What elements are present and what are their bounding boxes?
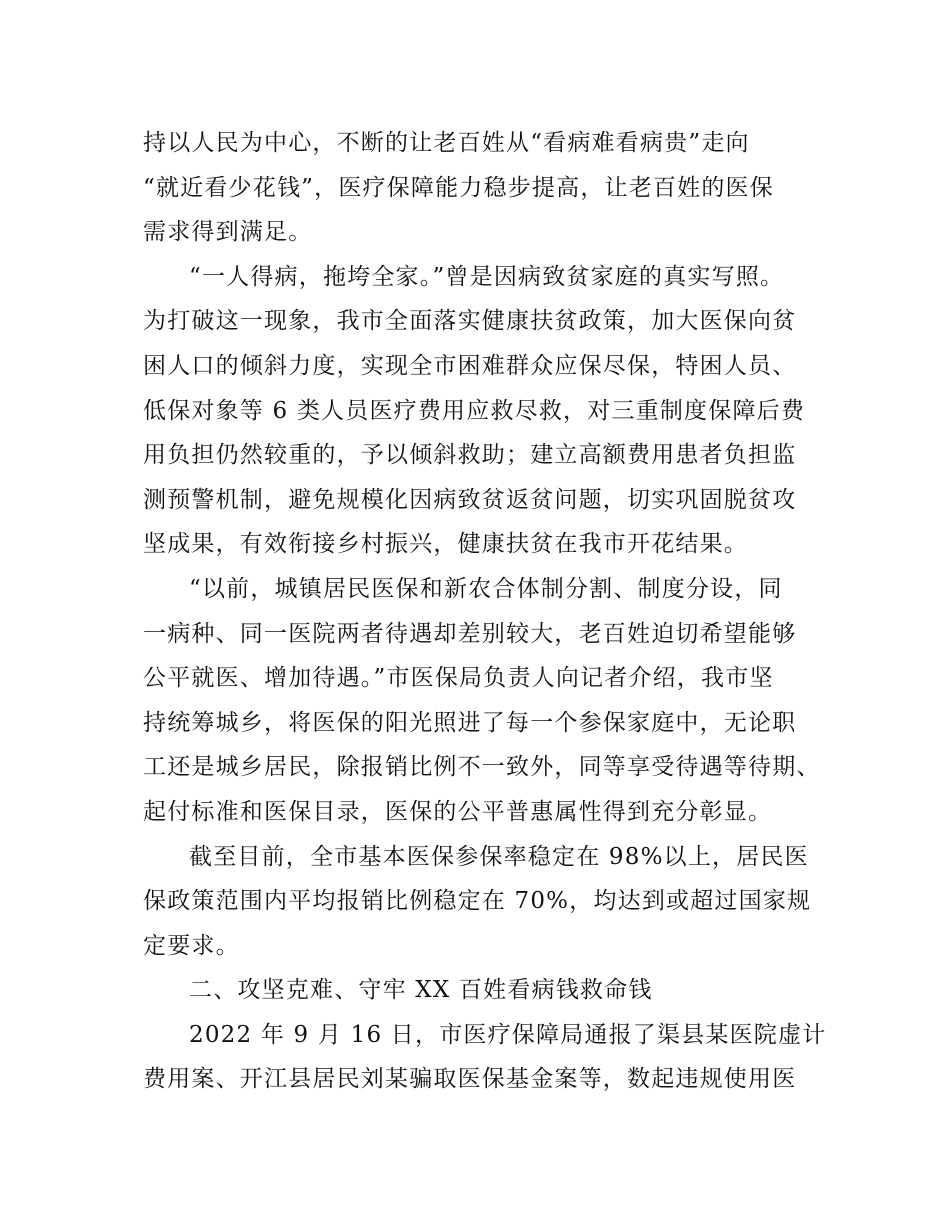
text-line: 工还是城乡居民，除报销比例不一致外，同等享受待遇等待期、 xyxy=(143,754,821,781)
paragraph-4 xyxy=(143,835,818,969)
heading-text: 二、攻坚克难、守牢 XX 百姓看病钱救命钱 xyxy=(189,977,653,1004)
text-line: 公平就医、增加待遇。”市医保局负责人向记者介绍，我市坚 xyxy=(143,665,774,692)
paragraph-2 xyxy=(143,255,818,567)
text-line: 测预警机制，避免规模化因病致贫返贫问题，切实巩固脱贫攻 xyxy=(143,486,797,513)
document-body xyxy=(143,121,827,1102)
text-line: 持以人民为中心，不断的让老百姓从“看病难看病贵”走向 xyxy=(143,130,750,156)
paragraph-1 xyxy=(143,121,818,255)
text-line: 2022 年 9 月 16 日，市医疗保障局通报了渠县某医院虚计 xyxy=(189,1021,827,1048)
text-line: 坚成果，有效衔接乡村振兴，健康扶贫在我市开花结果。 xyxy=(143,531,748,558)
text-line: 持统筹城乡，将医保的阳光照进了每一个参保家庭中，无论职 xyxy=(143,709,797,736)
text-line: “以前，城镇居民医保和新农合体制分割、制度分设，同 xyxy=(189,575,783,602)
text-line: “一人得病，拖垮全家。”曾是因病致贫家庭的真实写照。 xyxy=(189,263,785,290)
text-line: 定要求。 xyxy=(143,932,240,959)
paragraph-6 xyxy=(143,1013,827,1102)
text-line: 用负担仍然较重的，予以倾斜救助；建立高额费用患者负担监 xyxy=(143,442,797,469)
text-line: 截至目前，全市基本医保参保率稳定在 98%以上，居民医 xyxy=(189,843,809,870)
paragraph-3 xyxy=(143,567,821,835)
text-line: 需求得到满足。 xyxy=(143,219,313,246)
text-line: “就近看少花钱”，医疗保障能力稳步提高，让老百姓的医保 xyxy=(143,174,774,201)
text-line: 一病种、同一医院两者待遇却差别较大，老百姓迫切希望能够 xyxy=(143,620,797,647)
section-heading xyxy=(143,968,818,1013)
text-line: 为打破这一现象，我市全面落实健康扶贫政策，加大医保向贫 xyxy=(143,308,797,335)
text-line: 起付标准和医保目录，医保的公平普惠属性得到充分彰显。 xyxy=(143,798,773,825)
text-line: 保政策范围内平均报销比例稳定在 70%，均达到或超过国家规 xyxy=(143,888,812,915)
text-line: 困人口的倾斜力度，实现全市困难群众应保尽保，特困人员、 xyxy=(143,352,797,379)
text-line: 低保对象等 6 类人员医疗费用应救尽救，对三重制度保障后费 xyxy=(143,397,806,424)
text-line: 费用案、开江县居民刘某骗取医保基金案等，数起违规使用医 xyxy=(143,1066,797,1093)
